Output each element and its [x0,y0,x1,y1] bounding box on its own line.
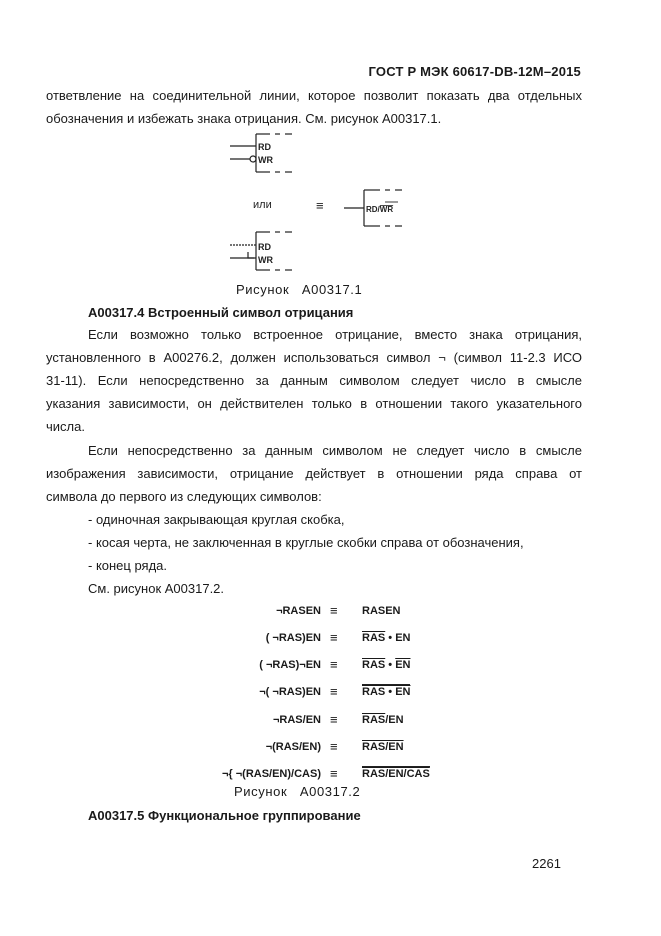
p2-line-3: символа до первого из следующих символов: [46,489,322,504]
row-6-right-negated: RAS/EN [362,741,404,753]
or-text: или [253,199,272,211]
p1-line-5: числа. [46,419,85,434]
caption-word: Рисунок [236,282,290,297]
intro-line-1: ответвление на соединительной линии, которое позволит показать два отдельных [46,88,582,103]
row-2-left: ( ¬RAS)EN [265,632,321,644]
row-6-equiv: ≡ [330,739,338,754]
figure-1-caption [236,282,362,297]
intro-line-2: обозначения и избежать знака отрицания. См. рисунок A00317.1. [46,111,442,126]
figure-a00317-1 [220,128,440,278]
row-3-right-dot: • [385,659,396,671]
row-7-right-negated: RAS/EN/CAS [362,768,430,780]
row-3-left: ( ¬RAS)¬EN [259,659,321,671]
row-1-left: ¬RASEN [276,605,321,617]
page-number: 2261 [532,856,561,871]
row-4-right [362,684,410,698]
list-item-3: - конец ряда. [88,558,168,573]
standard-header: ГОСТ Р МЭК 60617-DB-12M–2015 [368,64,581,79]
row-3-right-negated-b: $\overline{EN}$ [395,659,411,671]
row-7-equiv: ≡ [330,766,338,781]
combined-rd: RD/ [366,205,380,214]
row-2-equiv: ≡ [330,630,338,645]
row-7-left: ¬{ ¬(RAS/EN)/CAS) [221,768,321,780]
row-4-left: ¬( ¬RAS)EN [259,686,321,698]
row-3-right-negated-a: $\overline{RAS}$ [362,659,386,671]
row-1-right: RASEN [362,605,401,617]
caption-id-2: A00317.2 [299,784,361,799]
row-2-right-tail: • EN [385,632,411,644]
combined-label [366,205,393,214]
pin-wr-label: WR [258,155,273,165]
row-6-right [362,741,404,753]
element-rd-wr-top [230,134,292,172]
row-2-right [362,632,410,644]
p1-line-3: 31-11). Если непосредственно за данным символом следует число в смысле [46,373,582,388]
p1-line-2: установленного в A00276.2, должен использоваться символ ¬ (символ 11-2.3 ИСО [46,350,582,365]
pin-rd-label-bottom: RD [258,242,271,252]
p1-line-4: указания зависимости, он действителен только в отношении такого указательного [46,396,582,411]
row-5-left: ¬RAS/EN [273,714,321,726]
pin-rd-label: RD [258,142,271,152]
row-6-left: ¬(RAS/EN) [265,741,321,753]
row-1-equiv: ≡ [330,603,338,618]
pin-wr-label-bottom: WR [258,255,273,265]
row-4-equiv: ≡ [330,684,338,699]
row-2-right-negated: $\overline{RAS}$ [362,632,386,644]
row-7-right [362,766,430,780]
section-5-title: A00317.5 Функциональное группирование [88,808,361,823]
p2-line-2: изображения зависимости, отрицание действует в отношении ряда справа от [46,466,582,481]
figure-2-caption [234,784,360,799]
p2-line-1: Если непосредственно за данным символом не следует число в смысле [88,443,582,458]
row-5-right-negated: $\overline{RAS}$ [362,714,386,726]
caption-id: A00317.1 [301,282,363,297]
list-item-1: - одиночная закрывающая круглая скобка, [88,512,345,527]
row-5-right [362,714,404,726]
row-3-right [362,659,410,671]
p1-line-1: Если возможно только встроенное отрицание, вместо знака отрицания, [88,327,582,342]
row-3-equiv: ≡ [330,657,338,672]
row-5-equiv: ≡ [330,712,338,727]
combined-wr-negated: WR [379,205,394,214]
section-4-title: A00317.4 Встроенный символ отрицания [88,305,354,320]
row-5-right-tail: /EN [385,714,404,726]
equivalence-sign: ≡ [316,198,324,213]
row-4-right-negated: RAS • EN [362,686,411,698]
list-item-2: - косая черта, не заключенная в круглые скобки справа от обозначения, [88,535,524,550]
caption-word-2: Рисунок [234,784,288,799]
figure-2-reference: См. рисунок A00317.2. [88,581,225,596]
